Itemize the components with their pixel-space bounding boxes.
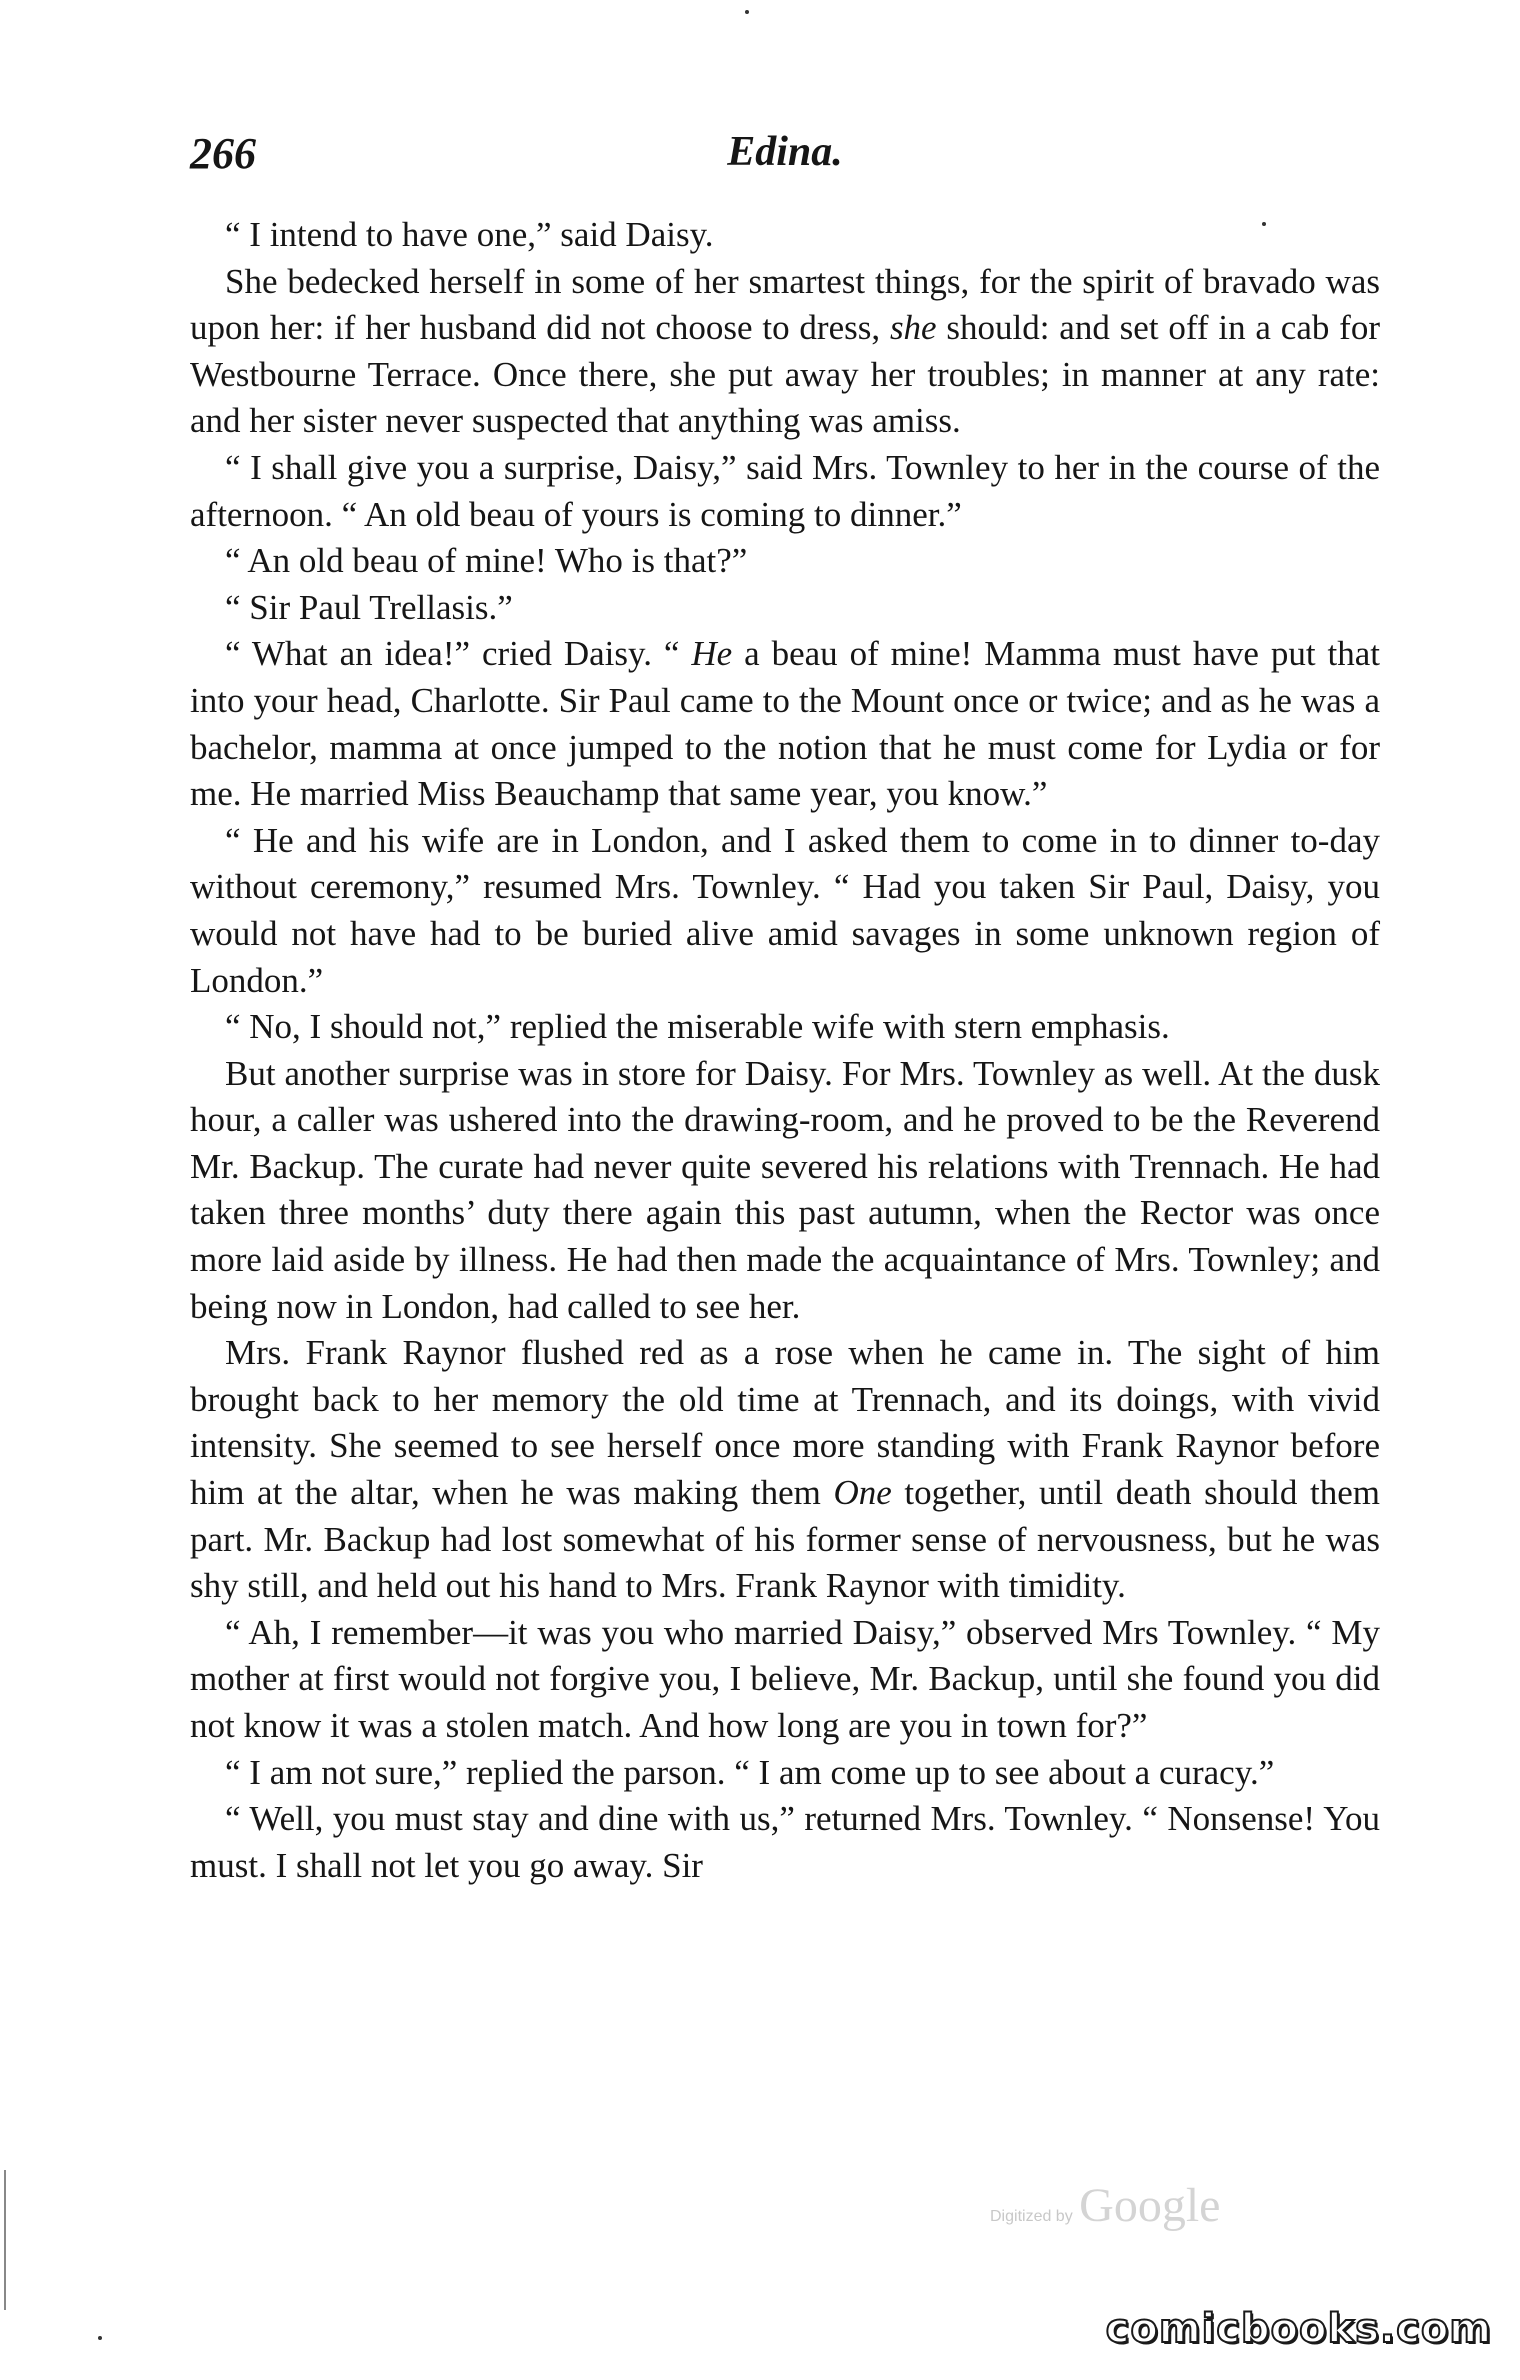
- text-run: “ Ah, I remember—it was you who married Daisy,” observed Mrs Townley. “ My mother at first would not forgive you, I believe, Mr. Backup, until she found you did not know it was a stolen match. And how long are you in town for?”: [190, 1612, 1380, 1745]
- italic-text: she: [889, 308, 937, 348]
- scan-speck: [98, 2336, 102, 2340]
- text-run: “ I intend to have one,” said Daisy.: [225, 215, 714, 254]
- scan-speck: [745, 10, 749, 14]
- paragraph: [190, 1004, 1380, 1051]
- italic-text: He: [691, 634, 733, 674]
- paragraph: [190, 1610, 1380, 1750]
- google-logo-text: Google: [1079, 2179, 1221, 2232]
- site-watermark: comicbooks.com: [1105, 2306, 1492, 2352]
- digitized-by-label: Digitized by: [990, 2208, 1073, 2225]
- body-text: [190, 212, 1380, 1889]
- text-run: “ I am not sure,” replied the parson. “ I am come up to see about a curacy.”: [225, 1752, 1275, 1792]
- text-run: should: and set off in a cab for Westbourne Terrace. Once there, she put away her troubles; in manner at any rate: and her sister never suspected that anything was amiss.: [190, 308, 1380, 441]
- running-title: Edina.: [727, 129, 843, 175]
- italic-text: One: [833, 1473, 892, 1513]
- paragraph: [190, 818, 1380, 1004]
- text-run: “ An old beau of mine! Who is that?”: [225, 541, 748, 581]
- text-run: Mrs. Frank Raynor flushed red as a rose when he came in. The sight of him brought back to her memory the old time at Trennach, and its doings, with vivid intensity. She seemed to see herself once more standing with Frank Raynor before him at the altar, when he was making them: [190, 1333, 1380, 1513]
- page-number: 266: [190, 129, 256, 178]
- paragraph: [190, 445, 1380, 538]
- text-run: “ He and his wife are in London, and I asked them to come in to dinner to-day without ceremony,” resumed Mrs. Townley. “ Had you taken Sir Paul, Daisy, you would not have had to be buried alive amid savages in some unknown region of London.”: [190, 820, 1380, 1000]
- text-run: “ I shall give you a surprise, Daisy,” said Mrs. Townley to her in the course of the afternoon. “ An old beau of yours is coming to dinner.”: [190, 447, 1380, 534]
- paragraph: [190, 212, 1380, 259]
- paragraph: [190, 585, 1380, 632]
- text-run: “ No, I should not,” replied the miserable wife with stern emphasis.: [225, 1007, 1170, 1047]
- text-run: She bedecked herself in some of her smartest things, for the spirit of bravado was upon her: if her husband did not choose to dress,: [190, 261, 1380, 348]
- paragraph: [190, 631, 1380, 817]
- google-watermark: [990, 2178, 1220, 2233]
- paragraph: [190, 259, 1380, 445]
- text-run: together, until death should them part. Mr. Backup had lost somewhat of his former sense of nervousness, but he was shy still, and held out his hand to Mrs. Frank Raynor with timidity.: [190, 1473, 1380, 1606]
- text-run: “ What an idea!” cried Daisy. “: [225, 634, 692, 674]
- page-header: [190, 128, 1380, 188]
- paragraph: [190, 1051, 1380, 1331]
- paragraph: [190, 1330, 1380, 1610]
- text-run: “ Sir Paul Trellasis.”: [225, 587, 513, 627]
- text-run: “ Well, you must stay and dine with us,” returned Mrs. Townley. “ Nonsense! You must. I shall not let you go away. Sir: [190, 1799, 1380, 1885]
- margin-rule: [4, 2170, 6, 2310]
- paragraph: [190, 1796, 1380, 1889]
- scan-speck: [1262, 222, 1266, 226]
- paragraph: [190, 538, 1380, 585]
- text-run: a beau of mine! Mamma must have put that into your head, Charlotte. Sir Paul came to the Mount once or twice; and as he was a bachelor, mamma at once jumped to the notion that he must come for Lydia or for me. He married Miss Beauchamp that same year, you know.”: [190, 634, 1380, 814]
- paragraph: [190, 1750, 1380, 1797]
- text-run: But another surprise was in store for Daisy. For Mrs. Townley as well. At the dusk hour, a caller was ushered into the drawing-room, and he proved to be the Reverend Mr. Backup. The curate had never quite severed his relations with Trennach. He had taken three months’ duty there again this past autumn, when the Rector was once more laid aside by illness. He had then made the acquaintance of Mrs. Townley; and being now in London, had called to see her.: [190, 1053, 1380, 1326]
